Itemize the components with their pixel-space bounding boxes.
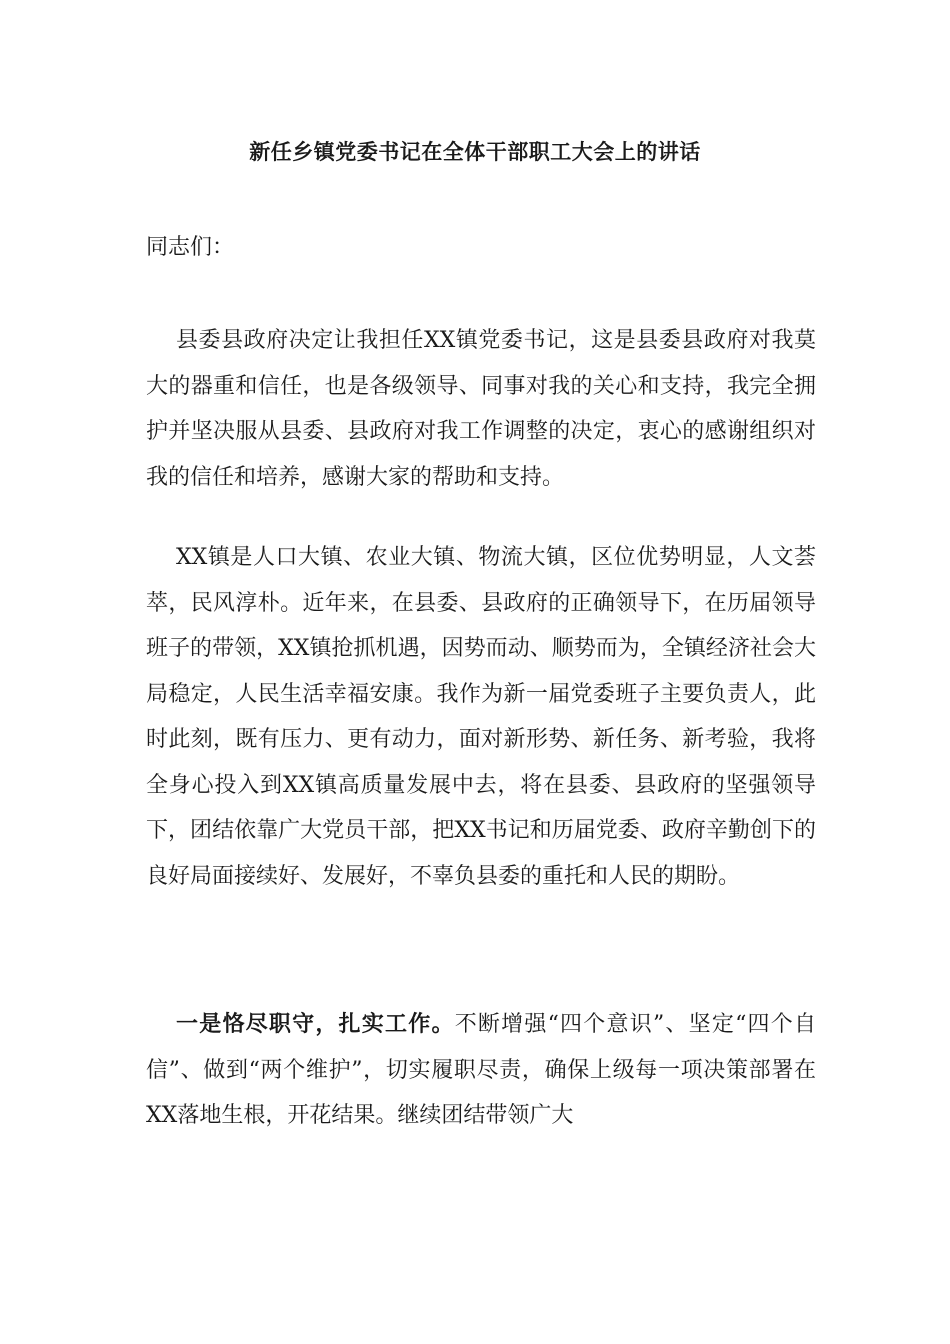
paragraph-2: XX镇是人口大镇、农业大镇、物流大镇，区位优势明显，人文荟萃，民风淳朴。近年来，在县委、县政府的正确领导下，在历届领导班子的带领，XX镇抢抓机遇，因势而动、顺势而为，全镇经济社会大局稳定，人民生活幸福安康。我作为新一届党委班子主要负责人，此时此刻，既有压力、更有动力，面对新形势、新任务、新考验，我将全身心投入到XX镇高质量发展中去，将在县委、县政府的坚强领导下，团结依靠广大党员干部，把XX书记和历届党委、政府辛勤创下的良好局面接续好、发展好，不辜负县委的重托和人民的期盼。 (146, 545, 816, 889)
paragraph-3-lead: 一是恪尽职守，扎实工作。 (176, 1011, 455, 1037)
salutation: 同志们： (146, 235, 235, 260)
document-title: 新任乡镇党委书记在全体干部职工大会上的讲话 (249, 139, 701, 164)
paragraph-3 (146, 1002, 816, 1139)
paragraph-3-rest: 不断增强“四个意识”、坚定“四个自信”、做到“两个维护”，切实履职尽责，确保上级每一项决策部署在XX落地生根，开花结果。继续团结带领广大 (146, 1012, 816, 1128)
paragraph-1: 县委县政府决定让我担任XX镇党委书记，这是县委县政府对我莫大的器重和信任，也是各级领导、同事对我的关心和支持，我完全拥护并坚决服从县委、县政府对我工作调整的决定，衷心的感谢组织对我的信任和培养，感谢大家的帮助和支持。 (146, 328, 816, 490)
